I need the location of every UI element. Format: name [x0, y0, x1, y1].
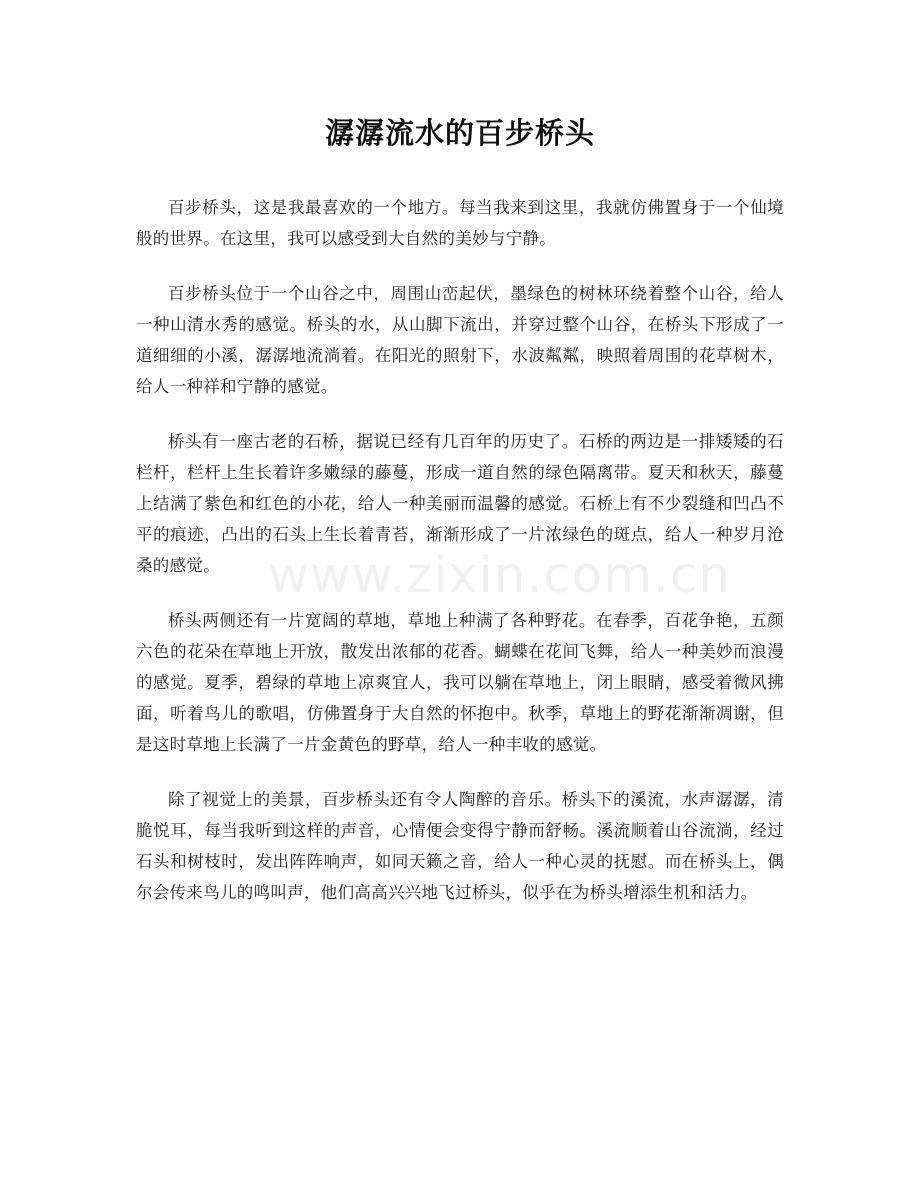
paragraph-3: 桥头有一座古老的石桥，据说已经有几百年的历史了。石桥的两边是一排矮矮的石栏杆，栏杆上生长着许多嫩绿的藤蔓，形成一道自然的绿色隔离带。夏天和秋天，藤蔓上结满了紫色和红色的小花，给人一种美丽而温馨的感觉。石桥上有不少裂缝和凹凸不平的痕迹，凸出的石头上生长着青苔，渐渐形成了一片浓绿色的斑点，给人一种岁月沧桑的感觉。: [136, 432, 784, 575]
document-body: [136, 192, 784, 908]
watermark-text: www.zixin.com.cn: [268, 546, 732, 604]
document-title: 潺潺流水的百步桥头: [324, 116, 595, 150]
paragraph-1: 百步桥头，这是我最喜欢的一个地方。每当我来到这里，我就仿佛置身于一个仙境般的世界。在这里，我可以感受到大自然的美妙与宁静。: [136, 198, 784, 248]
paragraph-4: 桥头两侧还有一片宽阔的草地，草地上种满了各种野花。在春季，百花争艳，五颜六色的花朵在草地上开放，散发出浓郁的花香。蝴蝶在花间飞舞，给人一种美妙而浪漫的感觉。夏季，碧绿的草地上凉爽宜人，我可以躺在草地上，闭上眼睛，感受着微风拂面，听着鸟儿的歌唱，仿佛置身于大自然的怀抱中。秋季，草地上的野花渐渐凋谢，但是这时草地上长满了一片金黄色的野草，给人一种丰收的感觉。: [136, 611, 784, 754]
paragraph-5: 除了视觉上的美景，百步桥头还有令人陶醉的音乐。桥头下的溪流，水声潺潺，清脆悦耳，每当我听到这样的声音，心情便会变得宁静而舒畅。溪流顺着山谷流淌，经过石头和树枝时，发出阵阵响声，如同天籁之音，给人一种心灵的抚慰。而在桥头上，偶尔会传来鸟儿的鸣叫声，他们高高兴兴地飞过桥头，似乎在为桥头增添生机和活力。: [136, 790, 784, 902]
paragraph-2: 百步桥头位于一个山谷之中，周围山峦起伏，墨绿色的树林环绕着整个山谷，给人一种山清水秀的感觉。桥头的水，从山脚下流出，并穿过整个山谷，在桥头下形成了一道细细的小溪，潺潺地流淌着。在阳光的照射下，水波粼粼，映照着周围的花草树木，给人一种祥和宁静的感觉。: [136, 284, 784, 396]
